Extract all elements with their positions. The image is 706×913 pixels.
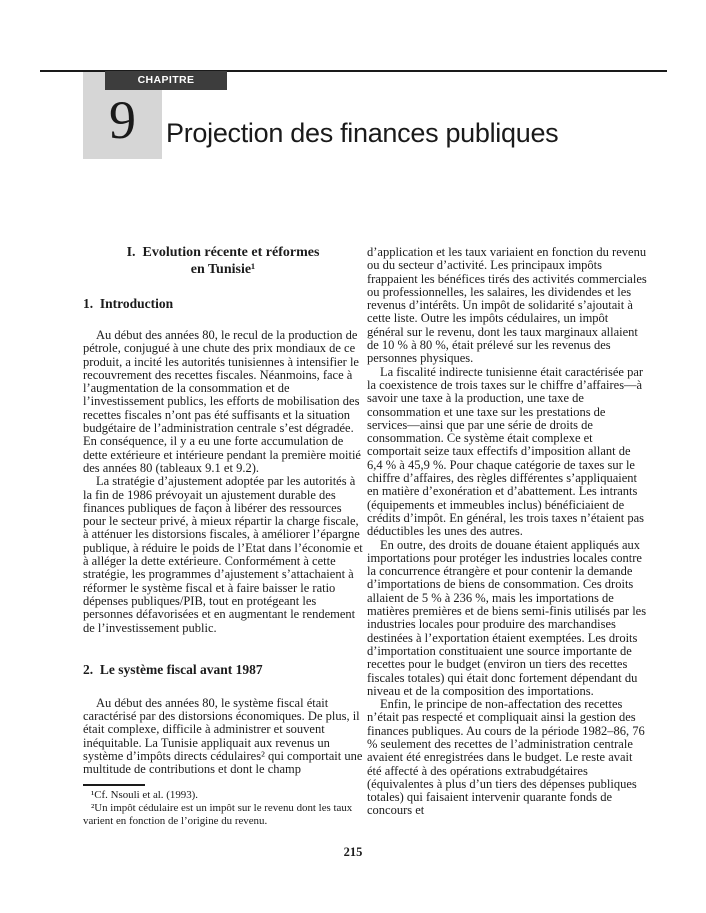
paragraph: En outre, des droits de douane étaient appliqués aux importations pour protéger les industries locales contre la concurrence étrangère et pour contenir la demande d’importations de biens de consommation. Ces droits allaient de 5 % à 236 %, mais les importations de matières premières et de biens semi-finis utilisés par les industries locales pour produire des marchandises destinées à l’exportation étaient exemptées. Les droits d’importation constituaient une source importante de recettes pour le budget (environ un tiers des recettes fiscales totales) qui était donc fortement dépendant du niveau et de la composition des importations. — [367, 537, 647, 698]
left-column — [83, 244, 363, 777]
subsection-heading-introduction: 1. Introduction — [83, 296, 174, 311]
chapter-number: 9 — [109, 90, 136, 150]
chapter-label: CHAPITRE — [105, 71, 227, 90]
paragraph: Au début des années 80, le système fiscal était caractérisé par des distorsions économiques. De plus, il était complexe, difficile à administrer et souvent inéquitable. La Tunisie appliquait aux revenus un système d’impôts directs cédulaires² qui comportait une multitude de contributions et dont le champ — [83, 695, 363, 777]
footnote-separator — [83, 784, 145, 786]
paragraph: Au début des années 80, le recul de la production de pétrole, conjugué à une chute des prix mondiaux de ce produit, a incité les autorités tunisiennes à intensifier le recouvrement des recettes fiscales. Néanmoins, face à l’augmentation de la consommation et de l’investissement publics, les efforts de mobilisation des recettes fiscales n’ont pas été suffisants et la situation budgétaire de l’administration centrale s’est dégradée. En conséquence, il y a eu une forte accumulation de dette extérieure et intérieure pendant la première moitié des années 80 (tableaux 9.1 et 9.2). — [83, 328, 361, 475]
section-heading-line1: I. Evolution récente et réformes — [126, 245, 320, 260]
paragraph: Enfin, le principe de non-affectation des recettes n’était pas respecté et compliquait ainsi la gestion des finances publiques. Au cours de la période 1982–86, 76 % seulement des recettes de l’administration centrale avaient été enregistrées dans le budget. Le reste avait été affecté à des opérations extrabudgétaires (équivalentes à plus d’un tiers des dépenses publiques totales) qui faisaient intervenir quarante fonds de concours et — [367, 697, 645, 818]
page-title: Projection des finances publiques — [166, 118, 559, 148]
paragraph: d’application et les taux variaient en fonction du revenu ou du secteur d’activité. Les principaux impôts frappaient les bénéfices tirés des activités commerciales ou professionnelles, les salaires, les dividendes et les revenus d’intérêts. Un impôt de solidarité s’ajoutait à cette liste. Outre les impôts cédulaires, un impôt général sur le revenu, dont les taux marginaux allaient de 10 % à 80 %, était prélevé sur les revenus des personnes physiques. — [367, 245, 647, 366]
paragraph: La fiscalité indirecte tunisienne était caractérisée par la coexistence de trois taxes sur le chiffre d’affaires—à savoir une taxe à la production, une taxe de consommation et une taxe sur les prestations de services—ainsi que par une série de droits de consommation. Ce système était complexe et comportait seize taux effectifs d’imposition allant de 6,4 % à 45,9 %. Pour chaque catégorie de taxes sur le chiffre d’affaires, des règles différentes s’appliquaient en matière d’exonération et d’abattement. Les intrants (équipements et immeubles inclus) bénéficiaient de crédits d’impôt. En général, les trois taxes n’étaient pas déductibles les unes des autres. — [367, 364, 644, 539]
subsection-heading-systeme-fiscal: 2. Le système fiscal avant 1987 — [83, 661, 263, 677]
page-number: 215 — [343, 845, 363, 859]
right-column — [367, 246, 648, 818]
footnote-2: ²Un impôt cédulaire est un impôt sur le revenu dont les taux varient en fonction de l’origine du revenu. — [83, 802, 353, 827]
footnote-block — [83, 784, 363, 828]
paragraph: La stratégie d’ajustement adoptée par les autorités à la fin de 1986 prévoyait un ajustement durable des finances publiques de façon à libérer des ressources pour le secteur privé, à mieux répartir la charge fiscale, à atténuer les distorsions fiscales, à améliorer l’épargne publique, à réduire le poids de l’Etat dans l’économie et à alléger la dette extérieure. Conformément à cette stratégie, les programmes d’ajustement s’attachaient à réformer le système fiscal et à faire baisser le ratio dépenses publiques/PIB, tout en protégeant les personnes défavorisées et en augmentant le rendement de l’investissement public. — [83, 474, 363, 635]
section-heading-line2: en Tunisie¹ — [190, 262, 256, 277]
section-heading — [83, 244, 363, 278]
footnote-1: ¹Cf. Nsouli et al. (1993). — [91, 789, 199, 801]
